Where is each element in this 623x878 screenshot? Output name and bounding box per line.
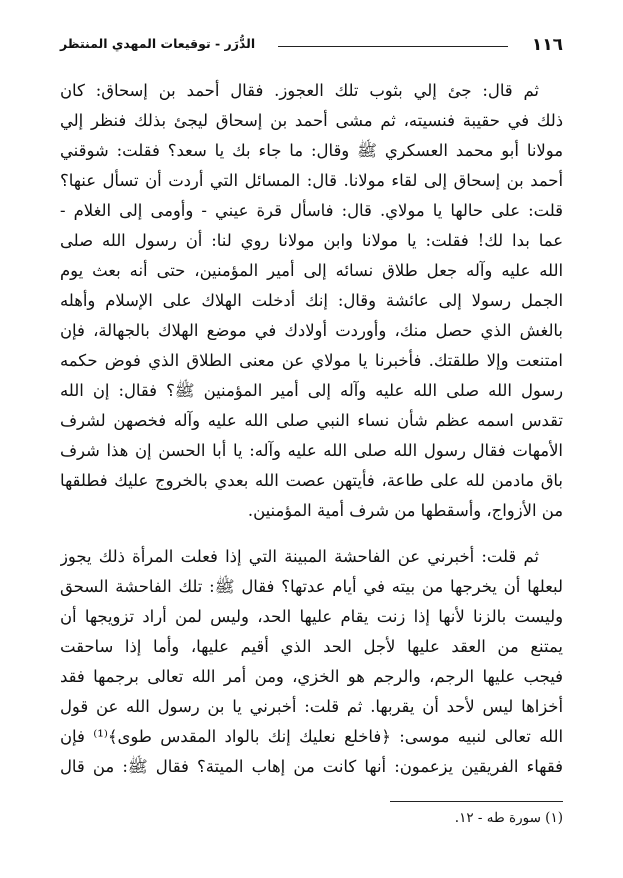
running-title: الدُّرَر - توقيعات المهدي المنتظر — [60, 36, 256, 51]
text-line: قلت: على حالها يا مولاي. قال: فاسأل قرة عيني - وأومى إلى الغلام - — [60, 201, 563, 220]
text-line: الأمهات فقال رسول الله صلى الله عليه وآله: يا أبا الحسن إن هذا شرف — [60, 441, 563, 460]
text-line: ثم قال: جئ إلي بثوب تلك العجوز. فقال أحمد بن إسحاق: كان — [60, 81, 539, 100]
text-line: امتنعت وإلا طلقتك. فأخبرنا يا مولاي عن معنى الطلاق الذي فوض حكمه — [60, 351, 563, 370]
text-line: الله عليه وآله جعل طلاق نسائه إلى أمير المؤمنين، حتى أنه بعث يوم — [60, 261, 563, 280]
text-line: ثم قلت: أخبرني عن الفاحشة المبينة التي إذا فعلت المرأة ذلك يجوز — [60, 547, 539, 566]
text-line: من الأزواج، وأسقطها من شرف أمية المؤمنين. — [247, 501, 563, 520]
text-line: باق مادمن لله على طاعة، فأيتهن عصت الله بعدي بالخروج عليك فطلقها — [60, 471, 563, 490]
body-text — [60, 76, 563, 782]
text-line: الله تعالى لنبيه موسى: ﴿فاخلع نعليك إنك بالواد المقدس طوى﴾⁽¹⁾ فإن — [60, 727, 563, 746]
text-line: بالغش الذي حصل منك، وأوردت أولادك في موضع الهلاك بالجهالة، فإن — [60, 321, 563, 340]
text-line: يمتنع من العقد عليها لأجل الحد الذي أقيم عليها، وأما إذا ساحقت — [60, 637, 563, 656]
text-line: وليست بالزنا لأنها إذا زنت يقام عليها الحد، وليس لمن أراد تزويجها أن — [60, 607, 563, 626]
text-line: عما بدا لك! فقلت: يا مولانا وابن مولانا روي لنا: أن رسول الله صلى — [60, 231, 563, 250]
footnote: (١) سورة طه - ١٢. — [454, 810, 563, 826]
text-line: الجمل رسولا إلى عائشة وقال: إنك أدخلت الهلاك على الإسلام وأهله — [60, 291, 563, 310]
text-line: أحمد بن إسحاق إلى لقاء مولانا. قال: المسائل التي أردت أن تسأل عنها؟ — [60, 171, 563, 190]
text-line: رسول الله صلى الله عليه وآله إلى أمير المؤمنين ﷺ؟ فقال: إن الله — [60, 381, 563, 400]
text-line: مولانا أبو محمد العسكري ﷺ وقال: ما جاء بك يا سعد؟ فقلت: شوقني — [60, 141, 563, 160]
paragraph-2 — [60, 542, 563, 782]
header-rule — [278, 46, 508, 47]
paragraph-1 — [60, 76, 563, 526]
text-line: فقهاء الفريقين يزعمون: أنها كانت من إهاب الميتة؟ فقال ﷺ: من قال — [60, 757, 563, 776]
text-line: أخزاها ليس لأحد أن يقربها. ثم قلت: أخبرني يا بن رسول الله عن قول — [60, 697, 563, 716]
page-number: ١١٦ — [531, 35, 563, 55]
page-header — [60, 33, 563, 55]
text-line: لبعلها أن يخرجها من بيته في أيام عدتها؟ فقال ﷺ: تلك الفاحشة السحق — [60, 577, 563, 596]
text-line: تقدس اسمه عظم شأن نساء النبي صلى الله عليه وآله فخصهن لشرف — [60, 411, 563, 430]
text-line: ذلك في حقيبة فنسيته، ثم مشى أحمد بن إسحاق ليجئ بذلك فنظر إلي — [60, 111, 563, 130]
text-line: فيجب عليها الرجم، والرجم هو الخزي، ومن أمر الله تعالى برجمها فقد — [60, 667, 563, 686]
footnote-rule — [390, 801, 563, 802]
